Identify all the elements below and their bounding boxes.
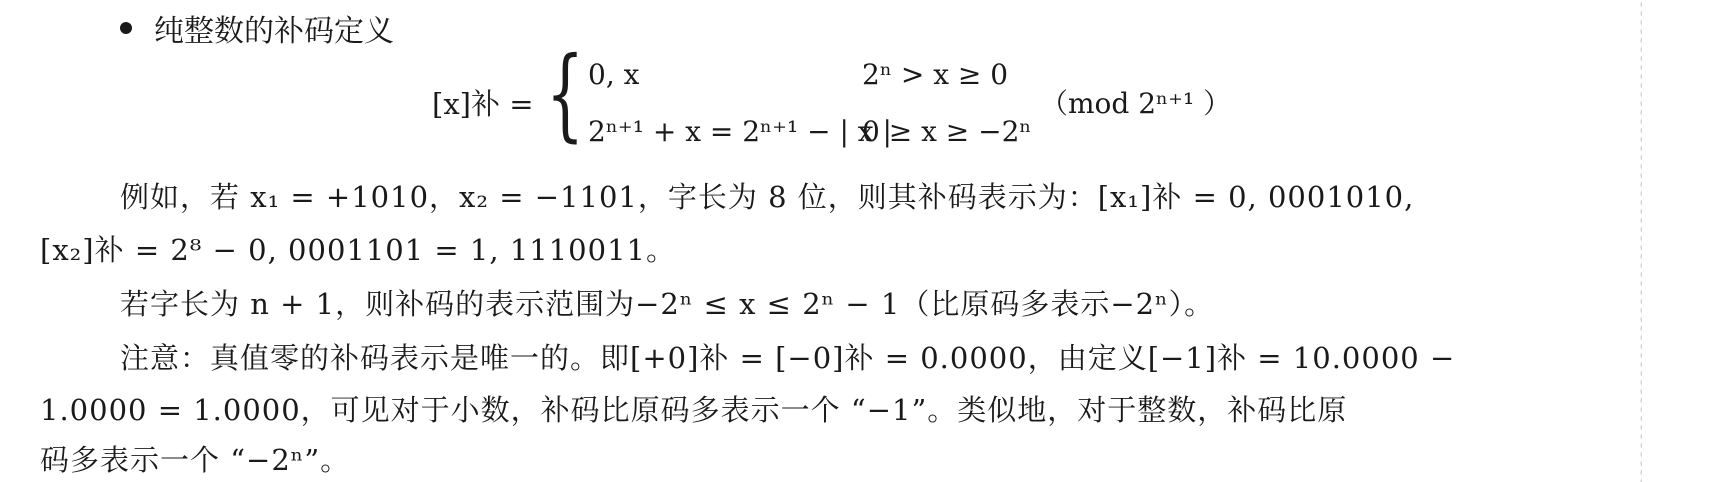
formula-case2-value: 2ⁿ⁺¹ + x = 2ⁿ⁺¹ − | x | (588, 115, 892, 148)
formula-case1-value: 0, x (588, 58, 640, 91)
formula-modulus: （mod 2ⁿ⁺¹ ） (1040, 87, 1232, 120)
scan-artifact-dotted-line (1640, 0, 1642, 482)
heading-text: 纯整数的补码定义 (154, 14, 394, 49)
paragraph-line-5: 1.0000 = 1.0000，可见对于小数，补码比原码多表示一个 “−1”。类似地，对于整数，补码比原 (40, 393, 1348, 427)
bullet-icon (120, 22, 132, 34)
section-heading (120, 6, 394, 50)
paragraph-line-4: 注意：真值零的补码表示是唯一的。即[+0]补 = [−0]补 = 0.0000，由定义[−1]补 = 10.0000 − (120, 341, 1456, 375)
paragraph-line-6: 码多表示一个 “−2ⁿ”。 (40, 443, 351, 477)
formula-case2-condition: 0 ≥ x ≥ −2ⁿ (862, 115, 1032, 148)
formula-lhs: [x]补 = (432, 87, 534, 121)
paragraph-line-1: 例如，若 x₁ = +1010，x₂ = −1101，字长为 8 位，则其补码表示为：[x₁]补 = 0, 0001010, (120, 180, 1415, 214)
left-brace-icon: { (546, 35, 585, 152)
paragraph-line-2: [x₂]补 = 2⁸ − 0, 0001101 = 1, 1110011。 (40, 233, 676, 267)
formula-case1-condition: 2ⁿ > x ≥ 0 (862, 58, 1009, 91)
paragraph-line-3: 若字长为 n + 1，则补码的表示范围为−2ⁿ ≤ x ≤ 2ⁿ − 1（比原码多表示−2ⁿ）。 (120, 287, 1215, 321)
